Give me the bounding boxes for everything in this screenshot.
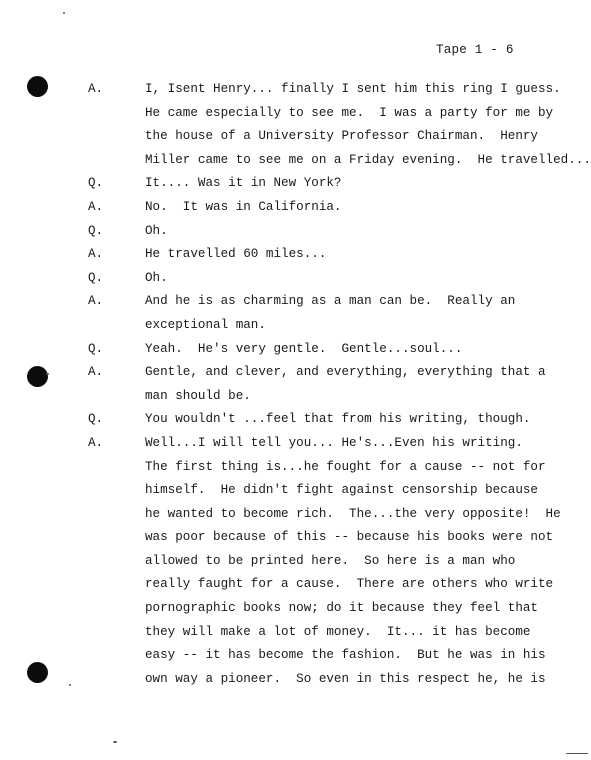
- dialogue-text: himself. He didn't fight against censorship because: [145, 483, 538, 498]
- dialogue-text: pornographic books now; do it because they feel that: [145, 601, 538, 616]
- dialogue-text: Oh.: [145, 223, 168, 238]
- dialogue-text: really faught for a cause. There are others who write: [145, 577, 554, 592]
- dialogue-text: was poor because of this -- because his books were not: [145, 530, 554, 545]
- dialogue-text: Miller came to see me on a Friday evening. He travelled...: [145, 152, 591, 167]
- transcript-line: [0, 597, 591, 621]
- speaker-label: Q.: [88, 176, 104, 191]
- transcript-line: [0, 621, 591, 645]
- speaker-label: Q.: [88, 270, 104, 285]
- transcript-line: [0, 456, 591, 480]
- speaker-label: Q.: [88, 412, 104, 427]
- transcript-line: [0, 550, 591, 574]
- dialogue-text: And he is as charming as a man can be. Really an: [145, 294, 516, 309]
- scan-speck: [566, 753, 588, 754]
- transcript-line: [0, 314, 591, 338]
- dialogue-text: No. It was in California.: [145, 199, 342, 214]
- transcript-body: [0, 78, 591, 691]
- dialogue-text: Oh.: [145, 270, 168, 285]
- transcript-line: [0, 338, 591, 362]
- dialogue-text: own way a pioneer. So even in this respect he, he is: [145, 671, 546, 686]
- transcript-line: [0, 172, 591, 196]
- transcript-line: [0, 149, 591, 173]
- transcript-line: [0, 243, 591, 267]
- speaker-label: A.: [88, 82, 104, 96]
- transcript-line: [0, 573, 591, 597]
- dialogue-text: allowed to be printed here. So here is a man who: [145, 553, 516, 568]
- speaker-label: A.: [88, 199, 104, 214]
- speaker-label: A.: [88, 294, 104, 309]
- speaker-label: Q.: [88, 341, 104, 356]
- transcript-line: [0, 526, 591, 550]
- speaker-label: A.: [88, 365, 104, 380]
- transcript-line: [0, 220, 591, 244]
- transcript-line: [0, 361, 591, 385]
- speaker-label: A.: [88, 247, 104, 262]
- transcript-line: [0, 408, 591, 432]
- transcript-line: [0, 668, 591, 692]
- dialogue-text: Yeah. He's very gentle. Gentle...soul...: [145, 341, 463, 356]
- transcript-line: [0, 125, 591, 149]
- transcript-line: [0, 267, 591, 291]
- dialogue-text: You wouldn't ...feel that from his writing, though.: [145, 412, 531, 427]
- dialogue-text: Gentle, and clever, and everything, everything that a: [145, 365, 546, 380]
- dialogue-text: easy -- it has become the fashion. But he was in his: [145, 648, 546, 663]
- transcript-line: [0, 385, 591, 409]
- transcript-line: [0, 479, 591, 503]
- transcript-line: [0, 644, 591, 668]
- dialogue-text: he wanted to become rich. The...the very opposite! He: [145, 506, 561, 521]
- transcript-line: [0, 102, 591, 126]
- dialogue-text: He travelled 60 miles...: [145, 247, 327, 262]
- scan-speck: [63, 12, 65, 14]
- speaker-label: Q.: [88, 223, 104, 238]
- dialogue-text: Well...I will tell you... He's...Even his writing.: [145, 435, 523, 450]
- speaker-label: A.: [88, 435, 104, 450]
- scan-speck: [113, 741, 117, 743]
- transcript-line: [0, 196, 591, 220]
- transcript-line: [0, 503, 591, 527]
- dialogue-text: they will make a lot of money. It... it has become: [145, 624, 531, 639]
- dialogue-text: The first thing is...he fought for a cause -- not for: [145, 459, 546, 474]
- dialogue-text: the house of a University Professor Chairman. Henry: [145, 129, 538, 144]
- dialogue-text: man should be.: [145, 388, 251, 403]
- dialogue-text: I, Isent Henry... finally I sent him this ring I guess.: [145, 82, 561, 96]
- transcript-line: [0, 78, 591, 102]
- page-label: Tape 1 - 6: [436, 43, 514, 57]
- transcript-line: [0, 432, 591, 456]
- dialogue-text: He came especially to see me. I was a party for me by: [145, 105, 554, 120]
- dialogue-text: It.... Was it in New York?: [145, 176, 342, 191]
- dialogue-text: exceptional man.: [145, 317, 266, 332]
- transcript-line: [0, 290, 591, 314]
